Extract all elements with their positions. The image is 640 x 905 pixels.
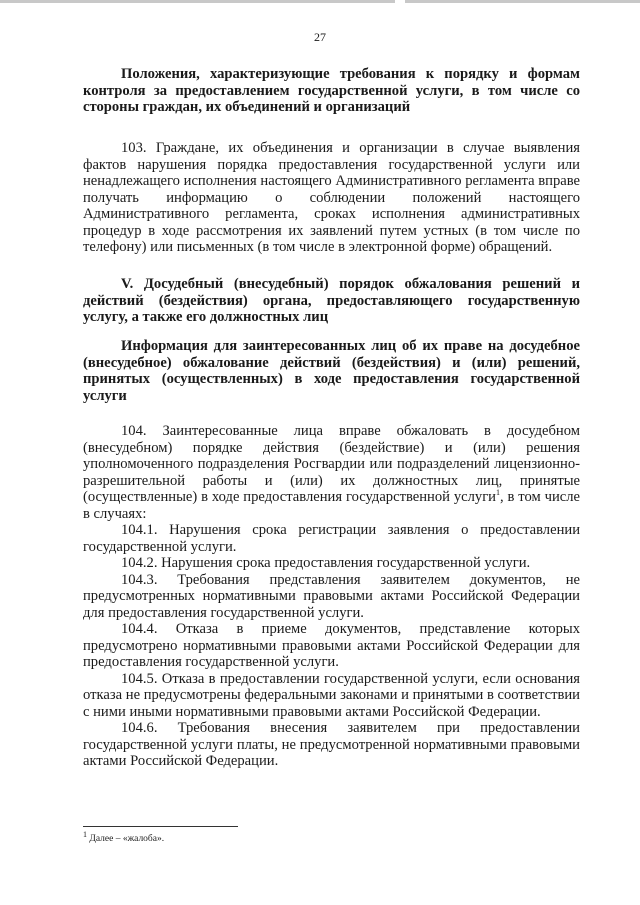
paragraph-104-block [83,423,580,770]
footnote [83,829,165,844]
list-item-104-1: 104.1. Нарушения срока регистрации заявления о предоставлении государственной услуги. [83,522,580,555]
list-item-104-3: 104.3. Требования представления заявителем документов, не предусмотренных нормативными правовыми актами Российской Федерации для предоставления государственной услуги. [83,571,580,621]
page-number: 27 [314,30,326,44]
list-item-104-5: 104.5. Отказа в предоставлении государственной услуги, если основания отказа не предусмотрены федеральными законами и принятыми в соответствии с ними иными нормативными правовыми актами Российской Федерации. [83,670,580,720]
section-heading-information: Информация для заинтересованных лиц об их праве на досудебное (внесудебное) обжалование действий (бездействия) и (или) решений, принятых (осуществленных) в ходе предоставления государственной услуги [83,338,580,404]
footnote-mark: 1 [83,829,87,839]
list-item-104-6: 104.6. Требования внесения заявителем при предоставлении государственной услуги платы, не предусмотренной нормативными правовыми актами Российской Федерации. [83,720,580,769]
paragraph-103: 103. Граждане, их объединения и организации в случае выявления фактов нарушения порядка предоставления государственной услуги или ненадлежащего исполнения настоящего Административного регламента вправе получать информацию о соблюдении положений настоящего Административного регламента, сроках исполнения административных процедур в ходе рассмотрения их заявлений путем устных (в том числе по телефону) или письменных (в том числе в электронной форме) обращений. [83,140,580,255]
list-item-104-2: 104.2. Нарушения срока предоставления государственной услуги. [121,555,531,571]
scan-edge-right [405,0,640,3]
paragraph-104-tail: , в том числе в случаях: [83,489,580,522]
list-item-104-4: 104.4. Отказа в приеме документов, представление которых предусмотрено нормативными правовыми актами Российской Федерации для предоставления государственной услуги. [83,621,580,670]
footnote-separator [83,826,238,827]
footnote-text: Далее – «жалоба». [87,834,165,844]
footnote-reference: 1 [496,488,500,498]
chapter-heading-v: V. Досудебный (внесудебный) порядок обжалования решений и действий (бездействия) органа, предоставляющего государственную услугу, а также его должностных лиц [83,276,580,325]
scan-edge-left [0,0,395,3]
section-heading-control: Положения, характеризующие требования к порядку и формам контроля за предоставлением государственной услуги, в том числе со стороны граждан, их объединений и организаций [83,66,580,115]
paragraph-104 [83,423,580,522]
paragraph-104-text: 104. Заинтересованные лица вправе обжаловать в досудебном (внесудебном) порядке действия (бездействие) и (или) решения уполномоченного подразделения Росгвардии или подразделений лицензионно-разрешительной работы и (или) их должностных лиц, принятые (осуществленные) в ходе предоставления государственной услуги [83,423,580,505]
